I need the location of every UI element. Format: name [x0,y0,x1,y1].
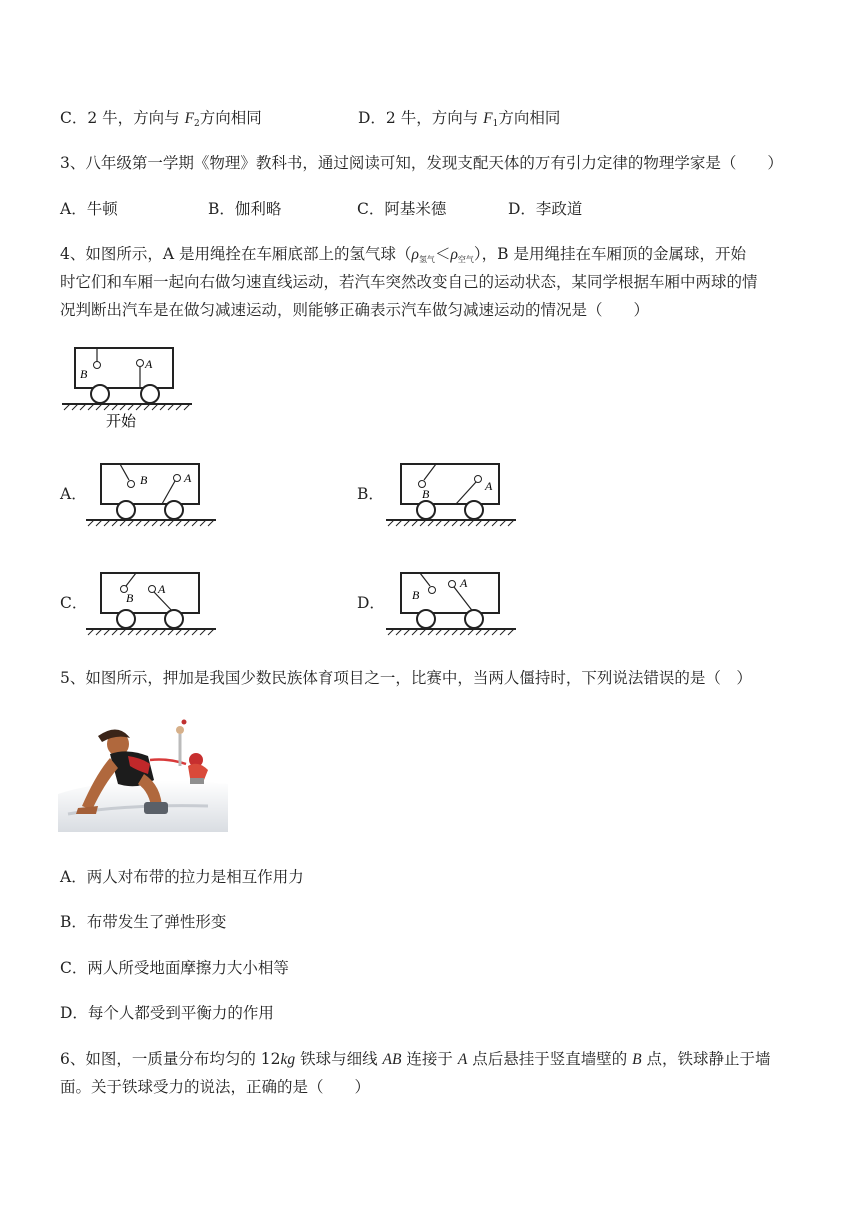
q4-option-d-figure [384,569,524,639]
wheel [91,385,109,403]
balloon-a [174,475,181,482]
q6-stem-line1: 6、如图，一质量分布均匀的 12kg 铁球与细线 AB 连接于 A 点后悬挂于竖直墙壁的 B 点，铁球静止于墙 [60,1050,771,1068]
q4-stem-line1: 4、如图所示，A 是用绳拴在车厢底部上的氢气球（ρ氢气＜ρ空气），B 是用绳挂在车厢顶的金属球，开始 [60,245,746,264]
q5-option-a: A．两人对布带的拉力是相互作用力 [60,868,304,886]
start-label: 开始 [106,412,137,430]
q5-option-d: D．每个人都受到平衡力的作用 [60,1004,274,1022]
q5-option-b: B．布带发生了弹性形变 [60,913,227,931]
svg-text:B: B [126,591,134,605]
wheel [141,385,159,403]
metal-ball-b [429,587,436,594]
label-a: A [145,357,153,371]
q2-option-c: C．2 牛，方向与 $F_2$方向相同 [60,109,262,129]
q3-option-b: B．伽利略 [208,200,282,218]
q4-stem-line2: 时它们和车厢一起向右做匀速直线运动，若汽车突然改变自己的运动状态，某同学根据车厢中两球的情 [60,273,758,291]
svg-text:A: A [184,471,192,485]
svg-text:B: B [422,487,430,501]
q4-option-c-label: C． [60,594,88,612]
balloon-a [475,476,482,483]
q4-option-c-figure [84,569,224,639]
q4-start-figure [58,344,198,434]
q3-option-d: D．李政道 [508,200,583,218]
q3-option-c: C．阿基米德 [357,200,447,218]
q5-stem: 5、如图所示，押加是我国少数民族体育项目之一，比赛中，当两人僵持时，下列说法错误的是（ ） [60,669,752,687]
q5-option-c: C．两人所受地面摩擦力大小相等 [60,959,289,977]
q4-option-a-figure [84,460,224,530]
q2-option-d: D．2 牛，方向与 $F_1$方向相同 [358,109,561,129]
label-b: B [80,367,88,381]
train-carriage [75,348,173,388]
force-f1: F [483,110,493,127]
q3-option-a: A．牛顿 [60,200,118,218]
force-f2: F [184,110,195,127]
svg-text:B: B [140,473,148,487]
q4-option-b-figure [384,460,524,530]
metal-ball-b [128,481,135,488]
balloon-a [449,581,456,588]
q3-stem: 3、八年级第一学期《物理》教科书，通过阅读可知，发现支配天体的万有引力定律的物理学家是（ ） [60,154,783,172]
svg-text:B: B [412,588,420,602]
q5-tug-of-war-photo [58,714,228,832]
balloon-a [137,360,144,367]
svg-text:A: A [158,582,166,596]
balloon-a [149,586,156,593]
q6-stem-line2: 面。关于铁球受力的说法，正确的是（ ） [60,1078,371,1096]
q4-option-a-label: A． [60,485,87,503]
q4-option-d-label: D． [357,594,385,612]
q4-stem-line3: 况判断出汽车是在做匀减速运动，则能够正确表示汽车做匀减速运动的情况是（ ） [60,301,650,319]
svg-text:A: A [460,576,468,590]
q4-option-b-label: B． [357,485,384,503]
metal-ball-b [94,362,101,369]
svg-text:A: A [485,479,493,493]
